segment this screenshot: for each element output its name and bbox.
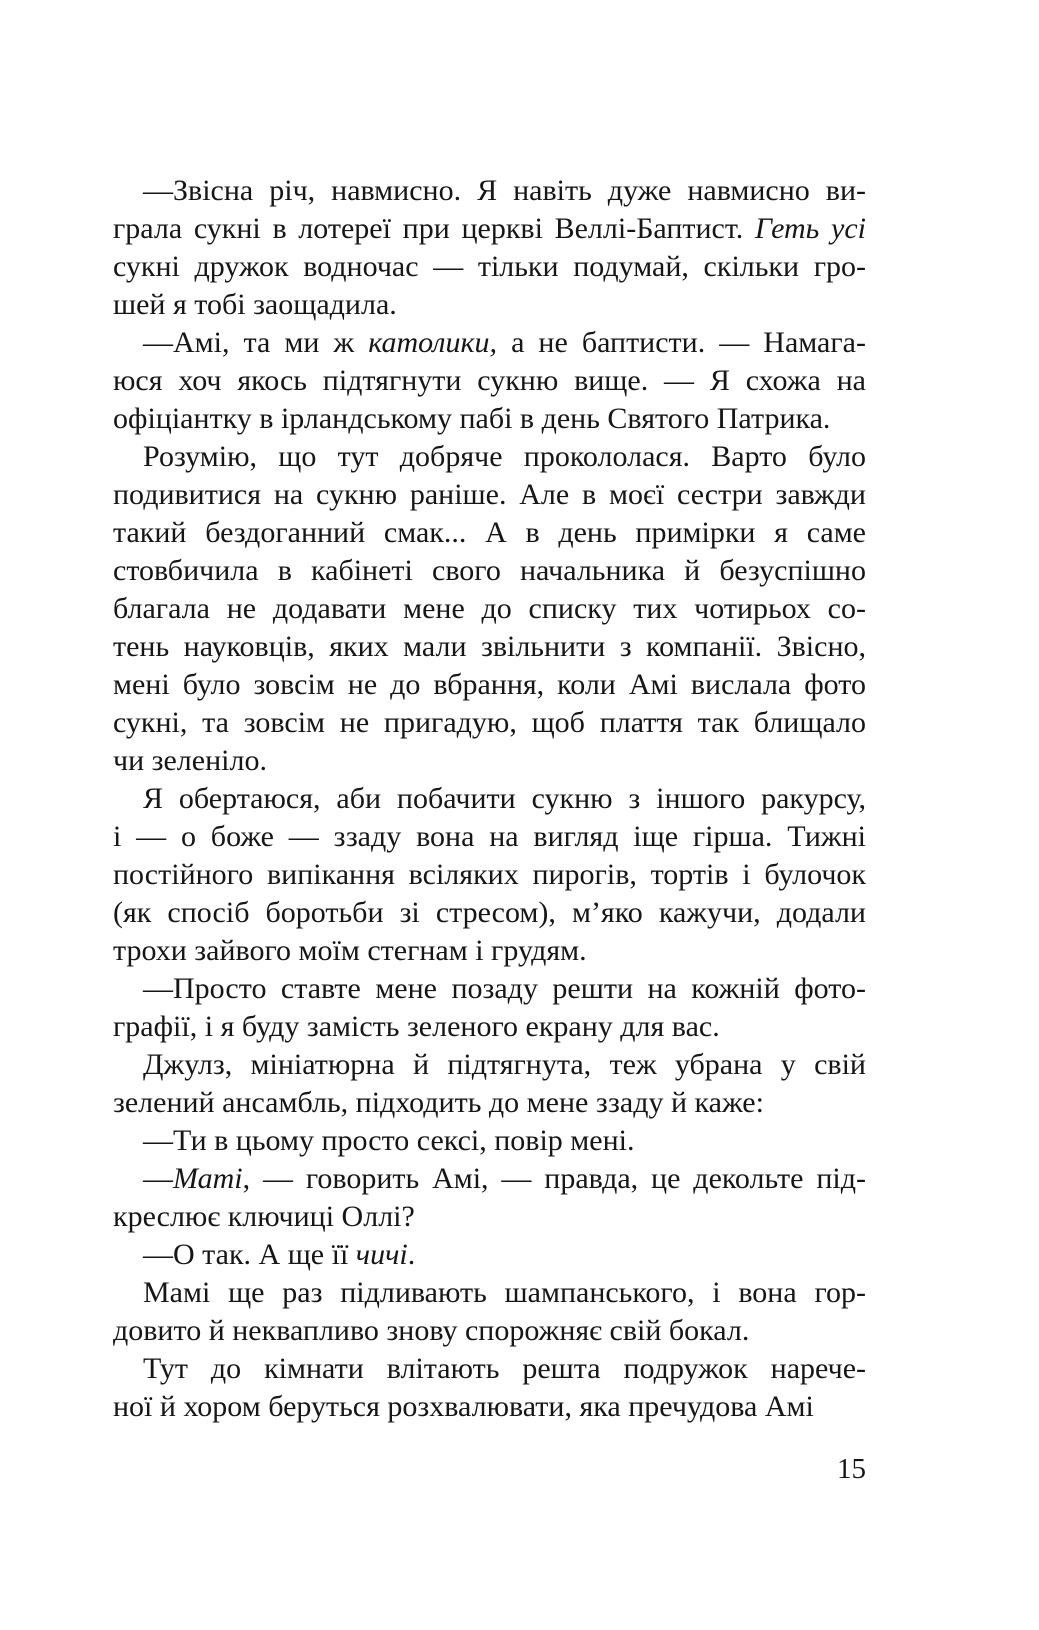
text-run: постійного випікання всіляких пирогів, тортів і булочок [113,858,866,891]
text-line [113,552,866,590]
text-line [113,780,866,818]
text-run: — [143,1162,173,1195]
text-run: юся хоч якось підтягнути сукню вище. — Я схожа на [113,364,866,397]
text-run: (як спосіб боротьби зі стресом), м’яко кажучи, додали [113,896,866,929]
paragraph [113,780,866,970]
text-line [113,1388,866,1426]
text-run: подивитися на сукню раніше. Але в моєї сестри завжди [113,478,866,511]
text-run: стовбичила в кабінеті свого начальника й безуспішно [113,554,866,587]
text-line [113,1122,866,1160]
text-run: шей я тобі заощадила. [113,288,397,321]
text-run: офіціантку в ірландському пабі в день Святого Патрика. [113,402,831,435]
paragraph [113,1350,866,1426]
text-run: креслює ключиці Оллі? [113,1200,415,1233]
text-run: Розумію, що тут добряче прокололася. Варто було [143,440,866,473]
text-run: —Амі, та ми ж [143,326,369,359]
text-line [113,1046,866,1084]
text-run: чи зеленіло. [113,744,267,777]
text-line [113,324,866,362]
text-run: і — о боже — ззаду вона на вигляд іще гірша. Тижні [113,820,866,853]
text-run: графії, і я буду замість зеленого екрану для вас. [113,1010,720,1043]
italic-text-run: католики, [368,326,498,359]
text-line [113,476,866,514]
paragraph [113,970,866,1046]
text-run: благала не додавати мене до списку тих чотирьох со- [113,592,866,625]
italic-text-run: Маті [173,1162,243,1195]
text-run: Тут до кімнати влітають решта подружок нарече- [143,1352,866,1385]
text-line [113,1236,866,1274]
text-line [113,932,866,970]
text-line [113,1198,866,1236]
text-run: сукні, та зовсім не пригадую, щоб плаття так блищало [113,706,866,739]
paragraph [113,324,866,438]
text-run: —Ти в цьому просто сексі, повір мені. [143,1124,635,1157]
text-line [113,400,866,438]
paragraph [113,172,866,324]
text-line [113,210,866,248]
text-line [113,248,866,286]
paragraph [113,1236,866,1274]
text-run: , — говорить Амі, — правда, це декольте під- [242,1162,866,1195]
text-run: сукні дружок водночас — тільки подумай, скільки гро- [113,250,866,283]
text-line [113,704,866,742]
text-run: —Звісна річ, навмисно. Я навіть дуже навмисно ви- [143,174,866,207]
text-line [113,1160,866,1198]
text-run: Я обертаюся, аби побачити сукню з іншого ракурсу, [143,782,866,815]
page-number: 15 [837,1453,866,1485]
text-run: ної й хором беруться розхвалювати, яка пречудова Амі [113,1390,814,1423]
text-line [113,438,866,476]
text-run: —О так. А ще її [143,1238,356,1271]
paragraph [113,1160,866,1236]
paragraph [113,1122,866,1160]
text-block [113,172,866,1426]
text-run: Мамі ще раз підливають шампанського, і вона гор- [143,1276,866,1309]
text-line [113,1312,866,1350]
paragraph [113,1274,866,1350]
text-run: мені було зовсім не до вбрання, коли Амі вислала фото [113,668,866,701]
text-line [113,856,866,894]
text-line [113,590,866,628]
text-line [113,894,866,932]
italic-text-run: Геть усі [754,212,866,245]
text-run: Джулз, мініатюрна й підтягнута, теж убрана у свій [143,1048,866,1081]
text-run: трохи зайвого моїм стегнам і грудям. [113,934,587,967]
text-run: довито й неквапливо знову спорожняє свій бокал. [113,1314,750,1347]
text-line [113,514,866,552]
text-run: зелений ансамбль, підходить до мене ззаду й каже: [113,1086,764,1119]
text-line [113,286,866,324]
text-run: а не баптисти. — Намага- [497,326,866,359]
text-line [113,818,866,856]
text-line [113,742,866,780]
text-line [113,1350,866,1388]
text-line [113,970,866,1008]
text-run: тень науковців, яких мали звільнити з компанії. Звісно, [113,630,866,663]
text-line [113,1084,866,1122]
text-run: грала сукні в лотереї при церкві Веллі-Баптист. [113,212,755,245]
text-line [113,628,866,666]
text-line [113,362,866,400]
paragraph [113,1046,866,1122]
text-run: такий бездоганний смак... А в день примірки я саме [113,516,866,549]
text-line [113,1274,866,1312]
text-line [113,666,866,704]
text-line [113,172,866,210]
text-run: —Просто ставте мене позаду решти на кожній фото- [143,972,866,1005]
text-run: . [407,1238,416,1271]
italic-text-run: чичі [355,1238,408,1271]
paragraph [113,438,866,780]
text-line [113,1008,866,1046]
